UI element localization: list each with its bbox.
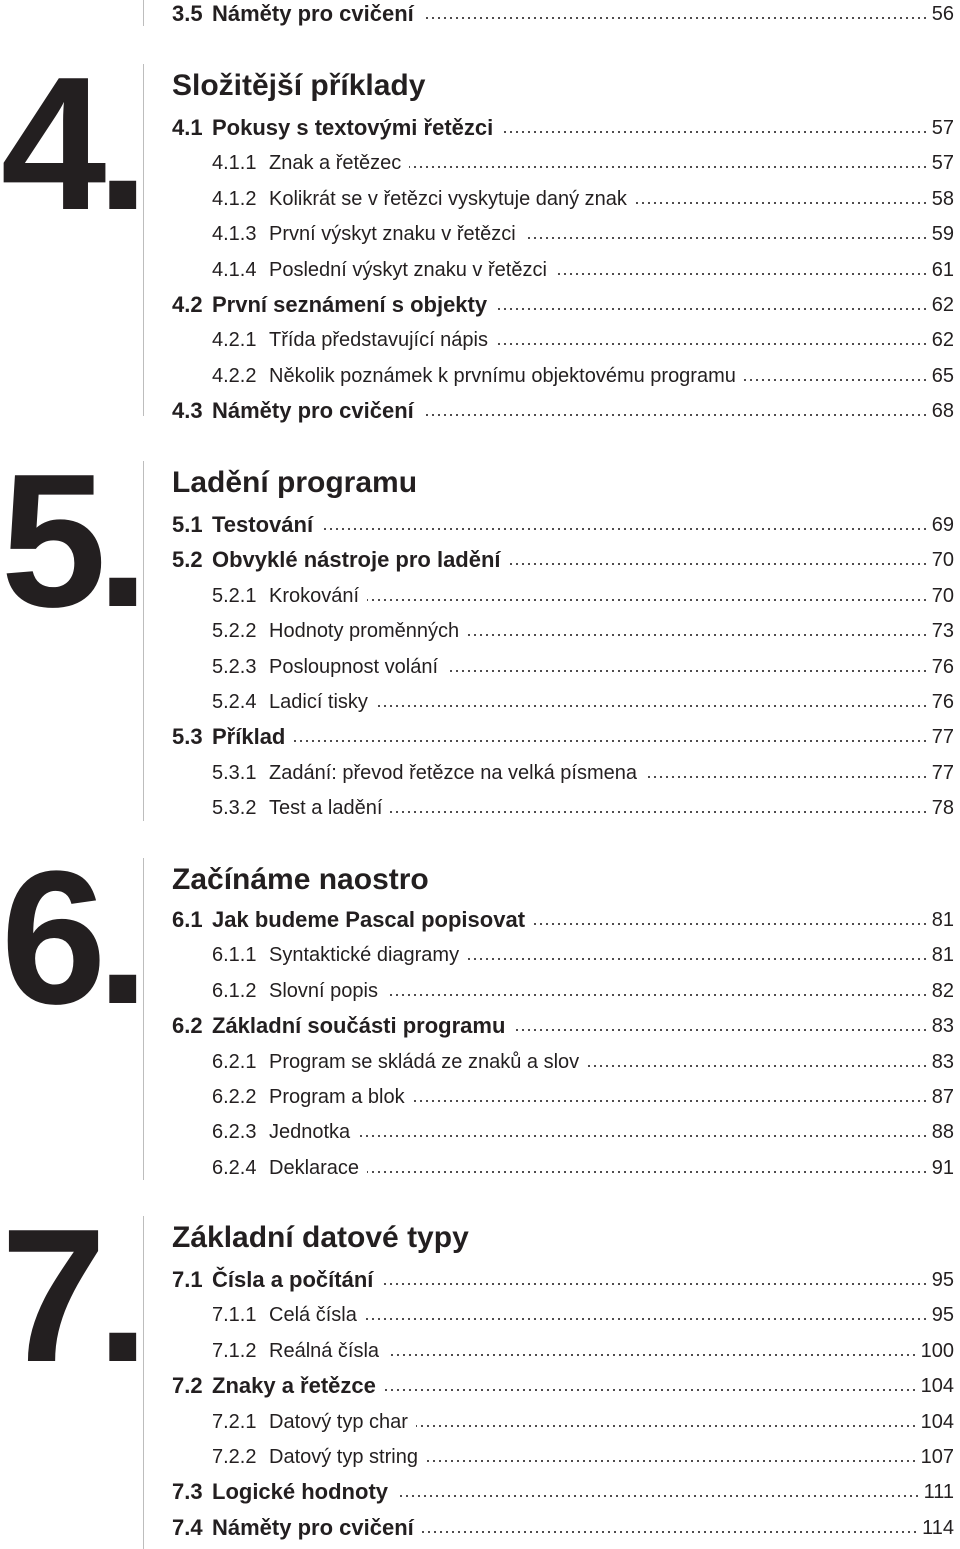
toc-entry[interactable] <box>0 756 960 790</box>
entry-page: 83 <box>932 1009 958 1043</box>
leader-dots <box>321 528 928 530</box>
entry-label: Reálná čísla <box>269 1334 383 1368</box>
entry-number: 6.1.2 <box>212 974 260 1008</box>
entry-page: 68 <box>932 394 958 428</box>
entry-page: 70 <box>932 579 958 613</box>
leader-dots <box>426 1460 917 1462</box>
entry-number: 7.4 <box>172 1511 207 1545</box>
leader-dots <box>587 1065 928 1067</box>
leader-dots <box>496 343 928 345</box>
toc-entry[interactable] <box>0 1263 960 1297</box>
entry-label: Hodnoty proměnných <box>269 614 463 648</box>
chapter-title[interactable]: Začínáme naostro <box>172 863 429 896</box>
entry-page: 78 <box>932 791 958 825</box>
entry-number: 5.2.3 <box>212 650 260 684</box>
entry-page: 82 <box>932 974 958 1008</box>
toc-entry[interactable] <box>0 1298 960 1332</box>
leader-dots <box>358 1135 928 1137</box>
leader-dots <box>422 414 928 416</box>
entry-page: 107 <box>921 1440 958 1474</box>
entry-page: 95 <box>932 1263 958 1297</box>
chapter-number: 4. <box>0 38 140 250</box>
leader-dots <box>396 1495 920 1497</box>
toc-entry[interactable] <box>0 217 960 251</box>
entry-label: Náměty pro cvičení <box>212 394 418 428</box>
entry-label: Krokování <box>269 579 363 613</box>
toc-entry[interactable] <box>0 650 960 684</box>
entry-page: 88 <box>932 1115 958 1149</box>
chapter-number: 7. <box>0 1190 140 1402</box>
entry-number: 6.2 <box>172 1009 207 1043</box>
toc-entry[interactable] <box>0 579 960 613</box>
chapter-number: 5. <box>0 435 140 647</box>
entry-page: 114 <box>922 1511 958 1545</box>
toc-entry[interactable] <box>0 1440 960 1474</box>
leader-dots <box>416 1425 917 1427</box>
toc-entry[interactable] <box>0 685 960 719</box>
entry-number: 6.2.4 <box>212 1151 260 1185</box>
toc-entry[interactable] <box>0 508 960 542</box>
entry-label: Znaky a řetězce <box>212 1369 380 1403</box>
entry-page: 83 <box>932 1045 958 1079</box>
entry-page: 69 <box>932 508 958 542</box>
leader-dots <box>365 1318 928 1320</box>
entry-label: Pokusy s textovými řetězci <box>212 111 497 145</box>
entry-number: 6.1.1 <box>212 938 260 972</box>
entry-label: Logické hodnoty <box>212 1475 392 1509</box>
toc-entry[interactable] <box>0 1511 960 1545</box>
toc-entry[interactable] <box>0 903 960 937</box>
entry-number: 7.3 <box>172 1475 207 1509</box>
leader-dots <box>367 599 928 601</box>
entry-number: 7.1.2 <box>212 1334 260 1368</box>
entry-number: 4.2 <box>172 288 207 322</box>
entry-label: Test a ladění <box>269 791 386 825</box>
entry-label: První seznámení s objekty <box>212 288 491 322</box>
entry-number: 4.1.2 <box>212 182 260 216</box>
entry-page: 59 <box>932 217 958 251</box>
toc-entry[interactable] <box>0 253 960 287</box>
toc-entry[interactable] <box>0 974 960 1008</box>
entry-number: 4.1.1 <box>212 146 260 180</box>
entry-label: Několik poznámek k prvnímu objektovému programu <box>269 359 740 393</box>
leader-dots <box>413 1100 928 1102</box>
entry-number: 5.2.1 <box>212 579 260 613</box>
toc-entry[interactable] <box>0 1405 960 1439</box>
leader-dots <box>495 308 928 310</box>
entry-number: 6.2.2 <box>212 1080 260 1114</box>
entry-label: Datový typ string <box>269 1440 422 1474</box>
chapter-number: 6. <box>0 832 140 1044</box>
toc-entry[interactable] <box>0 1369 960 1403</box>
entry-page: 104 <box>921 1405 958 1439</box>
entry-page: 65 <box>932 359 958 393</box>
toc-entry[interactable] <box>0 791 960 825</box>
toc-entry[interactable] <box>0 323 960 357</box>
leader-dots <box>409 166 928 168</box>
entry-label: Deklarace <box>269 1151 363 1185</box>
leader-dots <box>446 670 928 672</box>
entry-label: Syntaktické diagramy <box>269 938 463 972</box>
leader-dots <box>645 776 928 778</box>
entry-label: Celá čísla <box>269 1298 361 1332</box>
entry-page: 76 <box>932 685 958 719</box>
entry-page: 91 <box>932 1151 958 1185</box>
toc-entry[interactable] <box>0 1045 960 1079</box>
entry-number: 7.2.1 <box>212 1405 260 1439</box>
entry-number: 7.2 <box>172 1369 207 1403</box>
entry-label: Zadání: převod řetězce na velká písmena <box>269 756 641 790</box>
toc-entry[interactable] <box>0 720 960 754</box>
leader-dots <box>422 17 928 19</box>
entry-page: 81 <box>932 938 958 972</box>
entry-label: Příklad <box>212 720 289 754</box>
entry-number: 5.3.1 <box>212 756 260 790</box>
toc-entry[interactable] <box>0 182 960 216</box>
entry-page: 104 <box>921 1369 958 1403</box>
leader-dots <box>744 379 928 381</box>
entry-label: Jak budeme Pascal popisovat <box>212 903 529 937</box>
toc-entry[interactable] <box>0 614 960 648</box>
entry-number: 7.2.2 <box>212 1440 260 1474</box>
entry-number: 5.1 <box>172 508 207 542</box>
entry-label: Poslední výskyt znaku v řetězci <box>269 253 551 287</box>
entry-number: 6.2.1 <box>212 1045 260 1079</box>
entry-label: Třída představující nápis <box>269 323 492 357</box>
leader-dots <box>524 237 928 239</box>
entry-label: Znak a řetězec <box>269 146 405 180</box>
toc-entry[interactable] <box>0 938 960 972</box>
entry-page: 77 <box>932 720 958 754</box>
entry-page: 62 <box>932 288 958 322</box>
entry-page: 87 <box>932 1080 958 1114</box>
entry-label: První výskyt znaku v řetězci <box>269 217 520 251</box>
toc-entry[interactable] <box>0 146 960 180</box>
entry-number: 4.2.2 <box>212 359 260 393</box>
entry-number: 4.1.3 <box>212 217 260 251</box>
entry-label: Ladicí tisky <box>269 685 372 719</box>
leader-dots <box>381 1283 928 1285</box>
entry-number: 5.3 <box>172 720 207 754</box>
toc-entry[interactable] <box>0 1080 960 1114</box>
toc-entry[interactable] <box>0 394 960 428</box>
entry-label: Náměty pro cvičení <box>212 0 418 31</box>
chapter-title[interactable]: Složitější příklady <box>172 69 426 102</box>
entry-number: 6.1 <box>172 903 207 937</box>
entry-label: Slovní popis <box>269 974 382 1008</box>
chapter-title[interactable]: Základní datové typy <box>172 1221 469 1254</box>
entry-page: 61 <box>932 253 958 287</box>
entry-number: 5.2.4 <box>212 685 260 719</box>
leader-dots <box>390 811 928 813</box>
toc-entry[interactable] <box>0 0 960 31</box>
entry-page: 57 <box>932 111 958 145</box>
leader-dots <box>501 131 928 133</box>
leader-dots <box>376 705 928 707</box>
entry-number: 4.2.1 <box>212 323 260 357</box>
leader-dots <box>509 563 928 565</box>
entry-number: 5.2 <box>172 543 207 577</box>
entry-page: 56 <box>932 0 958 31</box>
entry-number: 6.2.3 <box>212 1115 260 1149</box>
entry-label: Jednotka <box>269 1115 354 1149</box>
entry-page: 95 <box>932 1298 958 1332</box>
entry-page: 100 <box>921 1334 958 1368</box>
leader-dots <box>467 634 928 636</box>
entry-label: Náměty pro cvičení <box>212 1511 418 1545</box>
entry-page: 58 <box>932 182 958 216</box>
leader-dots <box>533 923 928 925</box>
entry-number: 3.5 <box>172 0 207 31</box>
toc-entry[interactable] <box>0 1334 960 1368</box>
leader-dots <box>293 740 928 742</box>
leader-dots <box>384 1389 917 1391</box>
entry-number: 4.1 <box>172 111 207 145</box>
entry-page: 73 <box>932 614 958 648</box>
toc-entry[interactable] <box>0 1151 960 1185</box>
entry-label: Čísla a počítání <box>212 1263 377 1297</box>
toc-entry[interactable] <box>0 1115 960 1149</box>
toc-entry[interactable] <box>0 359 960 393</box>
entry-label: Základní součásti programu <box>212 1009 509 1043</box>
leader-dots <box>387 1354 917 1356</box>
entry-label: Program se skládá ze znaků a slov <box>269 1045 583 1079</box>
leader-dots <box>367 1171 928 1173</box>
entry-label: Kolikrát se v řetězci vyskytuje daný znak <box>269 182 631 216</box>
entry-page: 76 <box>932 650 958 684</box>
entry-number: 5.2.2 <box>212 614 260 648</box>
toc-entry[interactable] <box>0 1475 960 1509</box>
entry-label: Datový typ char <box>269 1405 412 1439</box>
entry-page: 111 <box>924 1475 958 1509</box>
entry-page: 70 <box>932 543 958 577</box>
entry-label: Posloupnost volání <box>269 650 442 684</box>
toc-entry[interactable] <box>0 543 960 577</box>
leader-dots <box>635 202 928 204</box>
entry-page: 77 <box>932 756 958 790</box>
entry-page: 62 <box>932 323 958 357</box>
leader-dots <box>513 1029 928 1031</box>
entry-page: 57 <box>932 146 958 180</box>
leader-dots <box>422 1531 918 1533</box>
entry-label: Program a blok <box>269 1080 409 1114</box>
entry-number: 5.3.2 <box>212 791 260 825</box>
entry-number: 4.1.4 <box>212 253 260 287</box>
leader-dots <box>555 273 928 275</box>
toc-entry[interactable] <box>0 288 960 322</box>
entry-number: 7.1.1 <box>212 1298 260 1332</box>
chapter-title[interactable]: Ladění programu <box>172 466 418 499</box>
leader-dots <box>386 994 928 996</box>
entry-number: 4.3 <box>172 394 207 428</box>
toc-entry[interactable] <box>0 111 960 145</box>
toc-entry[interactable] <box>0 1009 960 1043</box>
leader-dots <box>467 958 928 960</box>
entry-page: 81 <box>932 903 958 937</box>
entry-label: Obvyklé nástroje pro ladění <box>212 543 505 577</box>
entry-label: Testování <box>212 508 317 542</box>
entry-number: 7.1 <box>172 1263 207 1297</box>
